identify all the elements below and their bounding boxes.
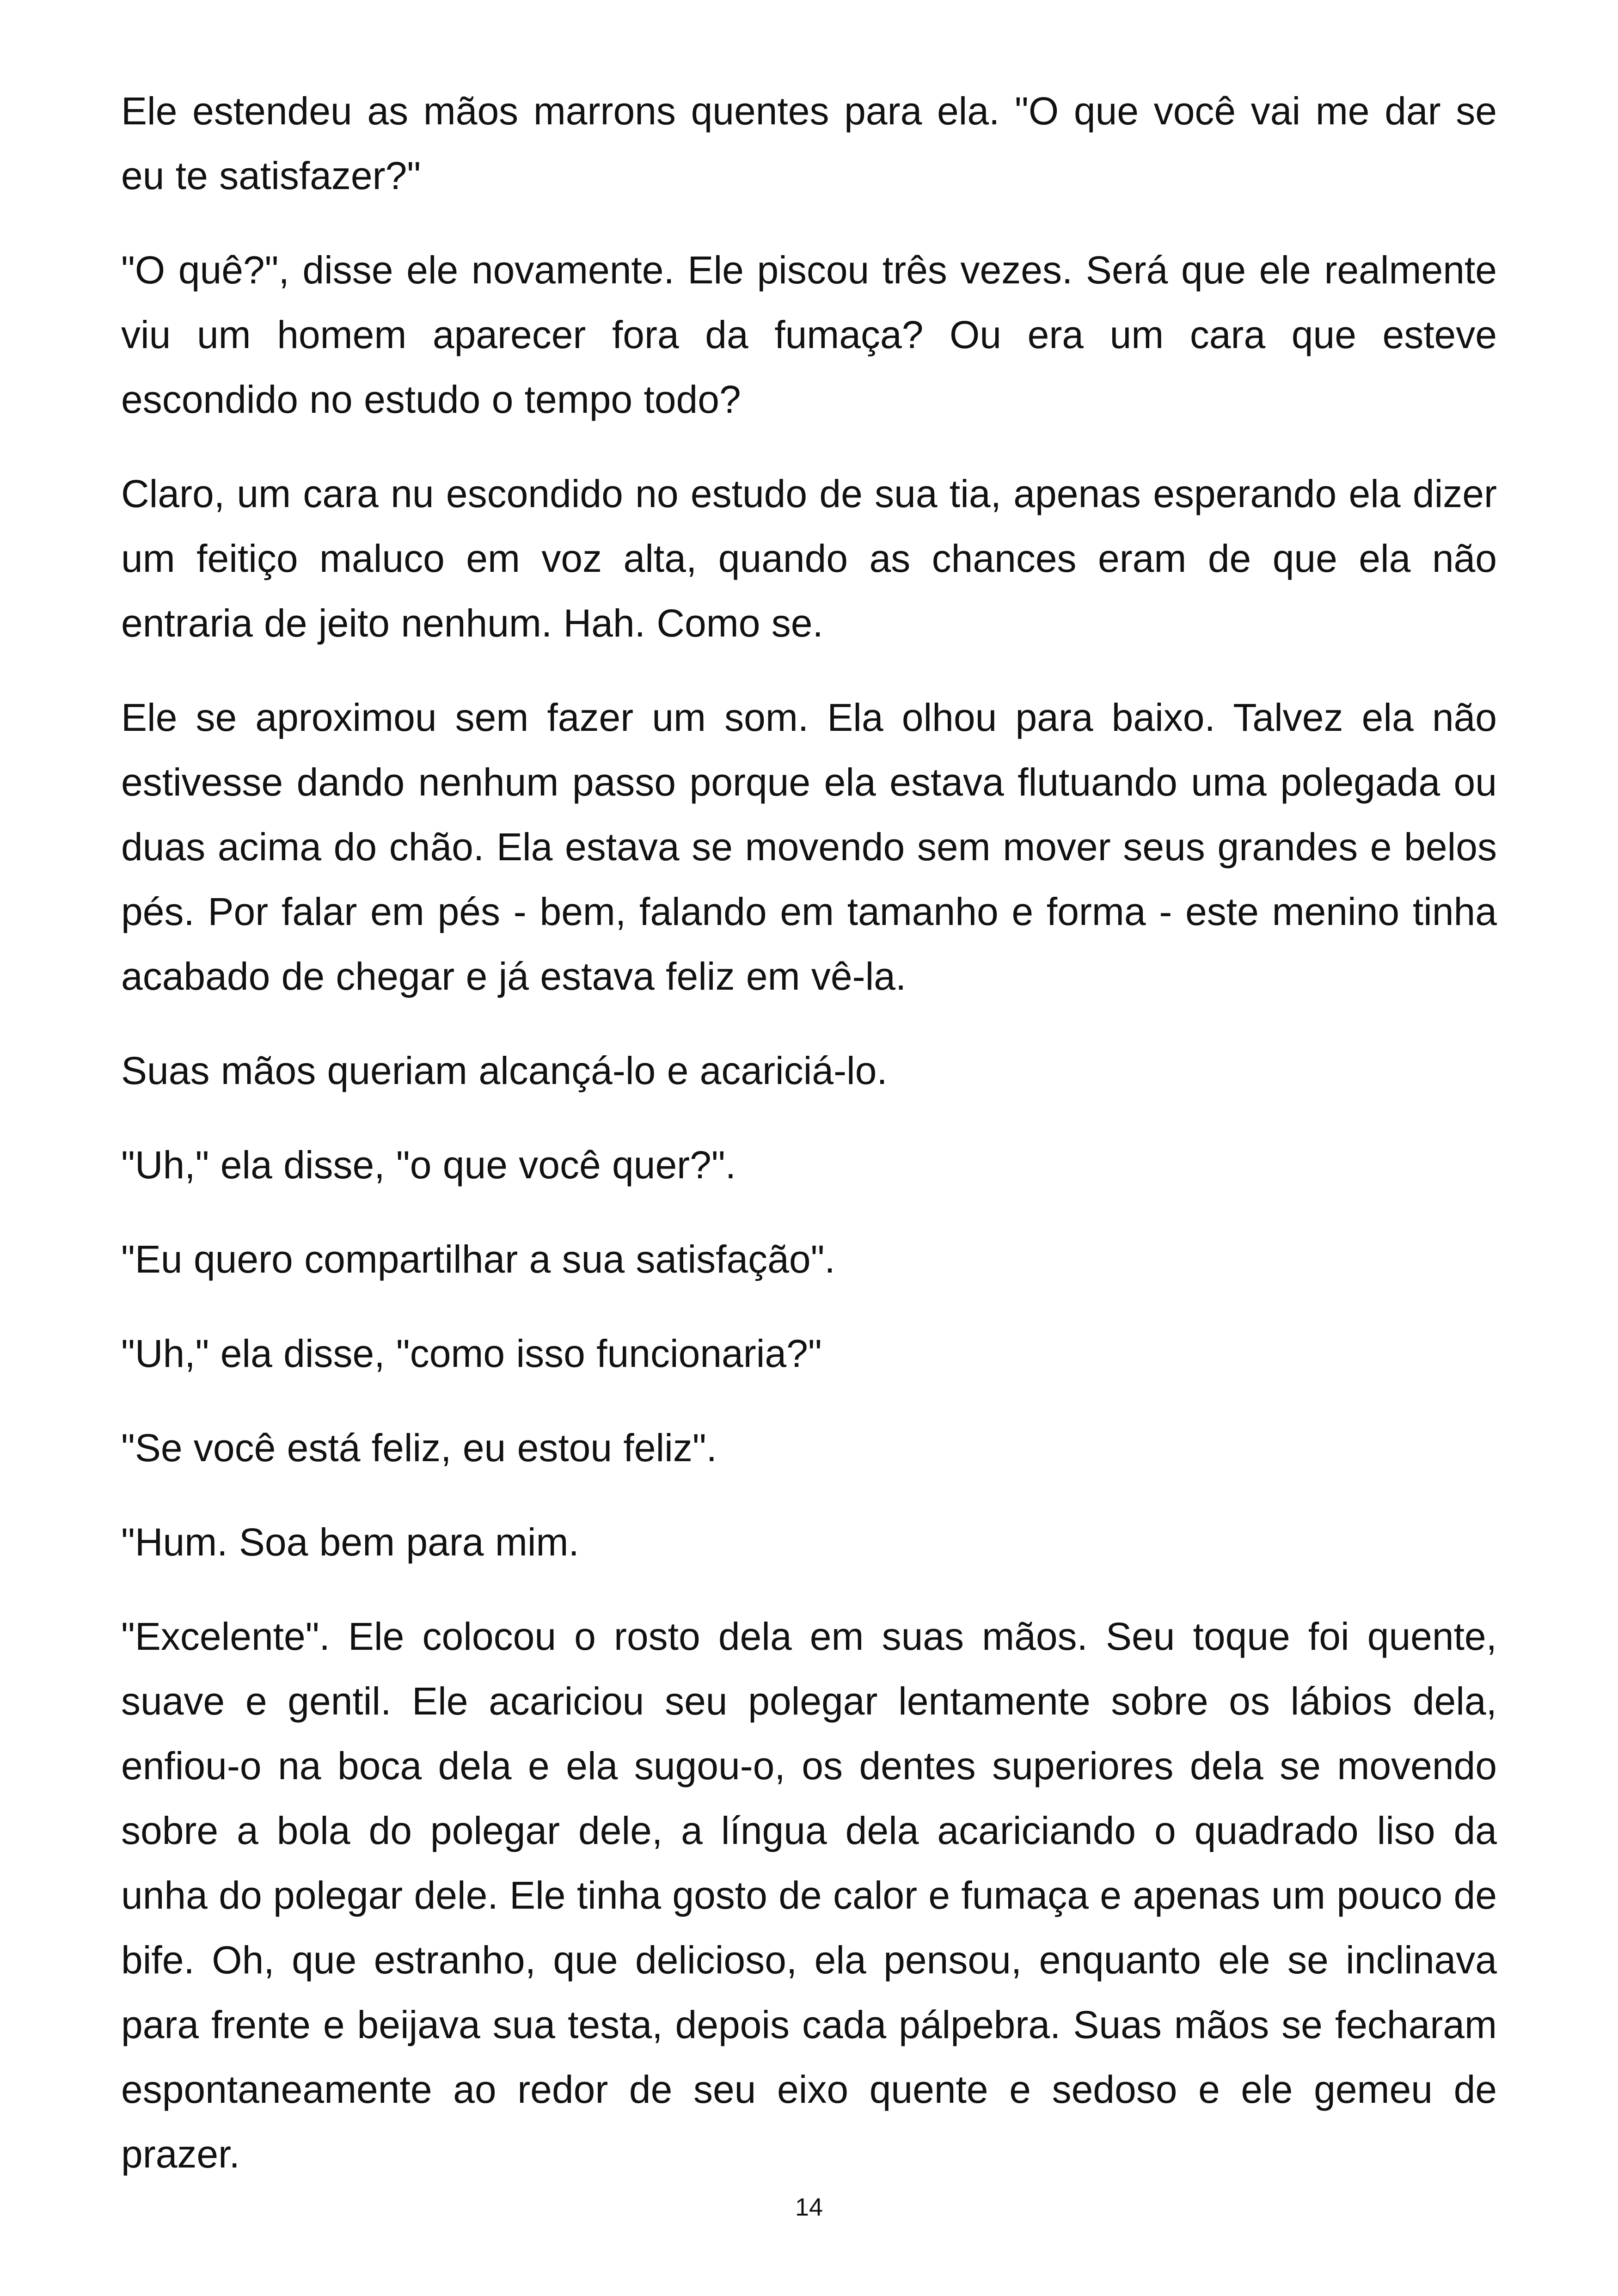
paragraph: Suas mãos queriam alcançá-lo e acariciá-lo. [121, 1049, 888, 1092]
paragraph: "Excelente". Ele colocou o rosto dela em suas mãos. Seu toque foi quente, suave e gentil. Ele acariciou seu polegar lentamente sobre os lábios dela, enfiou-o na boca dela e ela sugou-o, os dentes superiores dela se movendo sobre a bola do polegar dele, a língua dela acariciando o quadrado liso da unha do polegar dele. Ele tinha gosto de calor e fumaça e apenas um pouco de bife. Oh, que estranho, que delicioso, ela pensou, enquanto ele se inclinava para frente e beijava sua testa, depois cada pálpebra. Suas mãos se fecharam espontaneamente ao redor de seu eixo quente e sedoso e ele gemeu de prazer. [121, 1615, 1497, 2176]
paragraph: "Eu quero compartilhar a sua satisfação". [121, 1237, 835, 1281]
document-page [121, 79, 1497, 2216]
paragraph: "Se você está feliz, eu estou feliz". [121, 1426, 717, 1469]
paragraph: "Uh," ela disse, "como isso funcionaria?" [121, 1332, 822, 1375]
paragraph: "Uh," ela disse, "o que você quer?". [121, 1143, 736, 1187]
paragraph: Ele estendeu as mãos marrons quentes para ela. "O que você vai me dar se eu te satisfazer?" [121, 89, 1497, 197]
paragraph: Claro, um cara nu escondido no estudo de sua tia, apenas esperando ela dizer um feitiço maluco em voz alta, quando as chances eram de que ela não entraria de jeito nenhum. Hah. Como se. [121, 472, 1497, 645]
paragraph: "O quê?", disse ele novamente. Ele piscou três vezes. Será que ele realmente viu um homem aparecer fora da fumaça? Ou era um cara que esteve escondido no estudo o tempo todo? [121, 248, 1497, 421]
paragraph: "Hum. Soa bem para mim. [121, 1520, 579, 1564]
paragraph: Ele se aproximou sem fazer um som. Ela olhou para baixo. Talvez ela não estivesse dando nenhum passo porque ela estava flutuando uma polegada ou duas acima do chão. Ela estava se movendo sem mover seus grandes e belos pés. Por falar em pés - bem, falando em tamanho e forma - este menino tinha acabado de chegar e já estava feliz em vê-la. [121, 696, 1497, 998]
page-number: 14 [795, 2193, 823, 2221]
